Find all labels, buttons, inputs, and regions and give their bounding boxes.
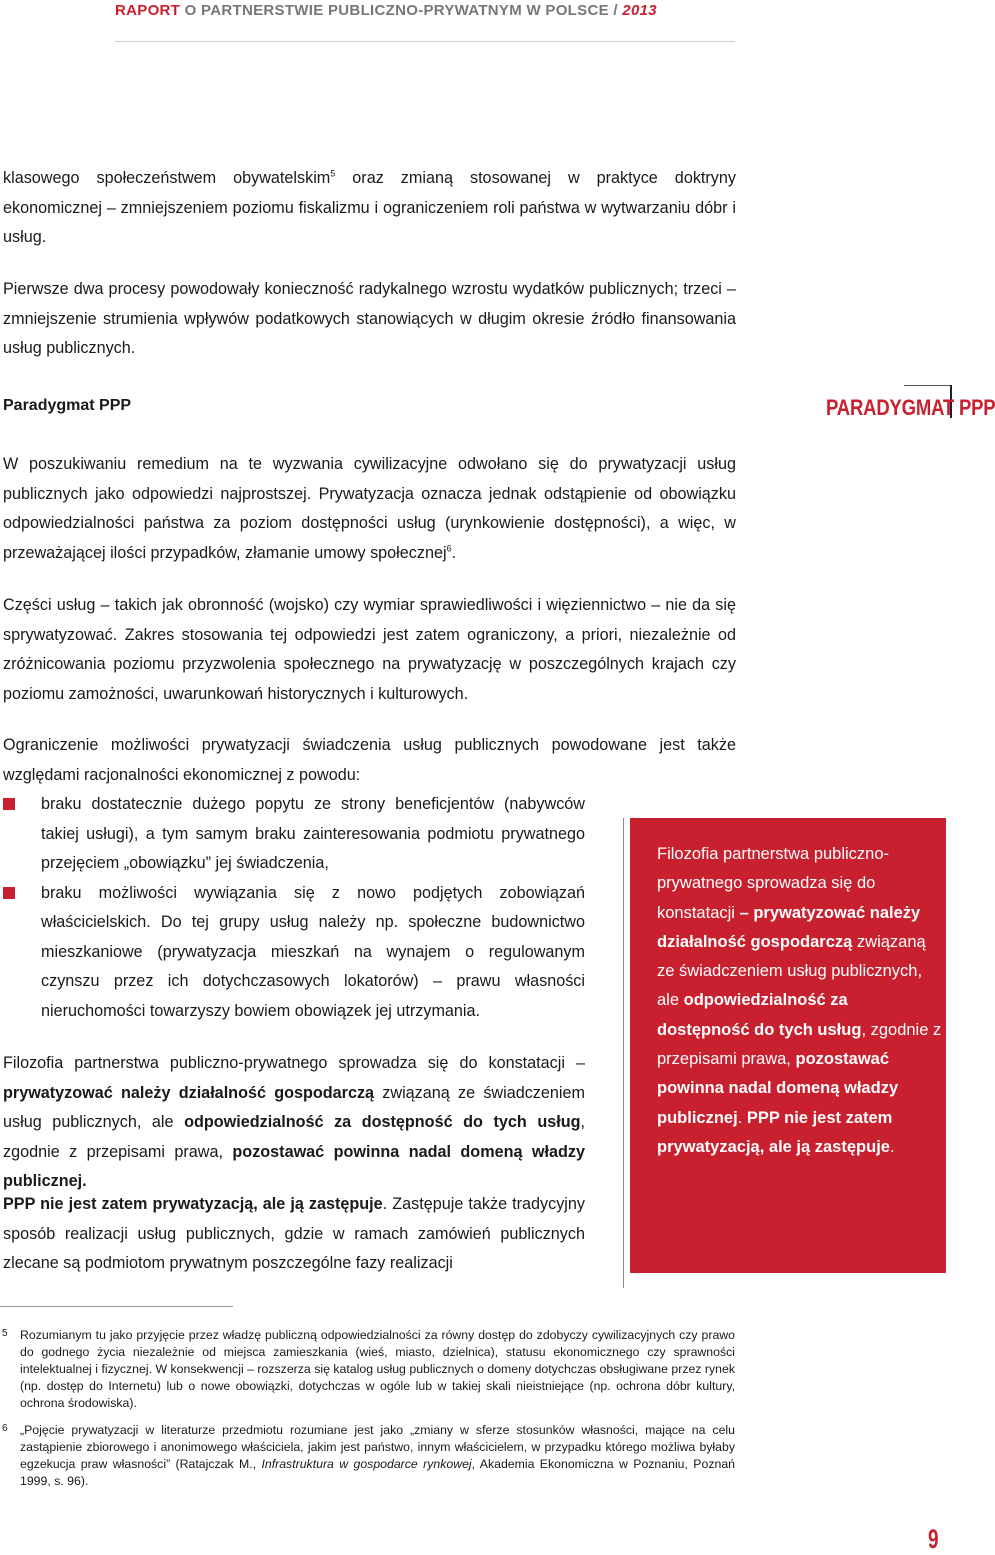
paragraph-7-bold: PPP nie jest zatem prywatyzacją, ale ją zastępuje [3,1195,383,1213]
header-title-bold: RAPORT [115,2,181,19]
callout-text-1: Filozofia partnerstwa publiczno-prywatnego sprowadza się do konstatacji [657,845,890,922]
paragraph-6-bold-2: odpowiedzialność za dostępność do tych usług [184,1113,581,1131]
paragraph-5: Ograniczenie możliwości prywatyzacji świadczenia usług publicznych powodowane jest także względami racjonalności ekonomicznej z powodu: [3,736,736,784]
footnote-rule [0,1306,233,1307]
paragraph-3-text-b: . [451,543,457,562]
running-header [115,2,657,19]
footnote-ref-5[interactable]: 5 [330,168,336,179]
footnote-6 [20,1422,735,1490]
bullet-text: braku możliwości wywiązania się z nowo podjętych zobowiązań właścicielskich. Do tej grupy usług należy np. społeczne budownictwo mieszkaniowe (prywatyzacja mieszkań na wynajem o regulowanym czynszu przez ich dotychczasowych lokatorów) – prawu własności nieruchomości towarzyszy bowiem obowiązek jej utrzymania. [41,883,585,1020]
callout-rule [623,818,624,1288]
footnote-ref-6[interactable]: 6 [446,543,452,554]
paragraph-7 [3,1190,585,1279]
list-item [3,879,585,1027]
paragraph-2: Pierwsze dwa procesy powodowały konieczność radykalnego wzrostu wydatków publicznych; trzeci – zmniejszenie strumienia wpływów podatkowych stanowiących w długim okresie źródło finansowania usług publicznych. [3,280,736,357]
callout-bold-1: – prywatyzować należy działalność gospodarczą [657,903,921,951]
header-rule [115,41,735,42]
callout-text-3: , zgodnie z przepisami prawa, [657,1020,942,1069]
footnote-6-italic: Infrastruktura w gospodarce rynkowej [261,1457,472,1471]
bullet-square-icon [3,798,15,810]
paragraph-7-text: . Zastępuje także tradycyjny sposób realizacji usług publicznych, gdzie w ramach zamówień publicznych zlecane są podmiotom prywatnym poszczególne fazy realizacji [3,1195,585,1272]
paragraph-6 [3,1049,585,1197]
footnote-6-text-a: „Pojęcie prywatyzacji w literaturze przedmiotu rozumiane jest jako „zmiany w sferze stosunków własności, mające na celu zastąpienie zbiorowego i anonimowego właściciela, jakim jest państwo, innym właścicielem, w przypadku którego możliwa byłaby egzekucja praw własności” (Ratajczak M., [20,1423,735,1471]
side-heading: PARADYGMAT PPP [826,395,995,420]
callout-text [657,840,942,1162]
footnote-5: Rozumianym tu jako przyjęcie przez władzę publiczną odpowiedzialności za równy dostęp do zdobyczy cywilizacyjnych czy prawo do godnego życia niezależnie od miejsca zamieszkania (wieś, miasto, dzielnica), statusu ekonomicznego czy sprawności intelektualnej i fizycznej. W konsekwencji – rozszerza się katalog usług publicznych o domeny dotychczas obsługiwane przez rynek (np. dostęp do Internetu) lub o nowe obowiązki, dotychczas w ogóle lub w takiej skali nieistniejące (np. ochrona dóbr kultury, ochrona środowiska). [20,1328,735,1410]
side-heading-tick [904,385,952,386]
paragraph-1-text-b: oraz zmianą stosowanej w praktyce doktryny ekonomicznej – zmniejszeniem poziomu fiskalizmu i ograniczeniem roli państwa w wytwarzaniu dóbr i usług. [3,169,736,246]
callout-bold-2: odpowiedzialność za dostępność do tych usług [657,991,862,1039]
bullet-text: braku dostatecznie dużego popytu ze strony beneficjentów (nabywców takiej usługi), a tym samym braku zainteresowania podmiotu prywatnego przejęciem „obowiązku” jej świadczenia, [41,795,585,872]
paragraph-6-text-3: , zgodnie z przepisami prawa, [3,1113,585,1161]
footnote-5-number: 5 [2,1328,8,1339]
callout-text-4: . [737,1108,747,1127]
callout-text-5: . [889,1137,895,1156]
callout-text-2: związaną ze świadczeniem usług publicznych, ale [657,932,926,1010]
header-separator: / [613,2,618,19]
callout-bold-4: PPP nie jest zatem prywatyzacją, ale ją zastępuje [657,1108,893,1156]
paragraph-1-text-a: klasowego społeczeństwem obywatelskim [3,169,331,187]
callout-bold-3: pozostawać powinna nadal domeną władzy publicznej [657,1050,899,1127]
header-title-rest: O PARTNERSTWIE PUBLICZNO-PRYWATNYM W POLSCE [184,2,609,19]
header-year: 2013 [622,2,657,19]
list-item [3,790,585,879]
paragraph-6-text-2: związaną ze świadczeniem usług publicznych, ale [3,1083,585,1131]
bullet-list [3,790,585,1026]
paragraph-4: Części usług – takich jak obronność (wojsko) czy wymiar sprawiedliwości i więziennictwo – nie da się sprywatyzować. Zakres stosowania tej odpowiedzi jest zatem ograniczony, a priori, niezależnie od zróżnicowania poziomu przyzwolenia społecznego na prywatyzację w poszczególnych krajach czy poziomu zamożności, uwarunkowań historycznych i kulturowych. [3,596,736,703]
paragraph-6-bold-1: prywatyzować należy działalność gospodarczą [3,1083,375,1102]
section-heading: Paradygmat PPP [3,397,132,414]
bullet-square-icon [3,887,15,899]
paragraph-1 [3,164,736,253]
paragraph-3-text-a: W poszukiwaniu remedium na te wyzwania cywilizacyjne odwołano się do prywatyzacji usług publicznych jako odpowiedzi najprostszej. Prywatyzacja oznacza jednak odstąpienie od obowiązku odpowiedzialności państwa za poziom dostępności usług (urynkowienie dostępności), a więc, w przeważającej ilości przypadków, złamanie umowy społecznej [3,455,736,562]
paragraph-6-bold-3: pozostawać powinna nadal domeną władzy publicznej. [3,1142,585,1190]
footnote-6-text-b: , Akademia Ekonomiczna w Poznaniu, Poznań 1999, s. 96). [20,1457,736,1488]
footnote-6-number: 6 [2,1423,8,1434]
paragraph-6-text-1: Filozofia partnerstwa publiczno-prywatnego sprowadza się do konstatacji – [3,1054,585,1072]
page-number: 9 [928,1524,939,1554]
paragraph-3 [3,450,736,568]
